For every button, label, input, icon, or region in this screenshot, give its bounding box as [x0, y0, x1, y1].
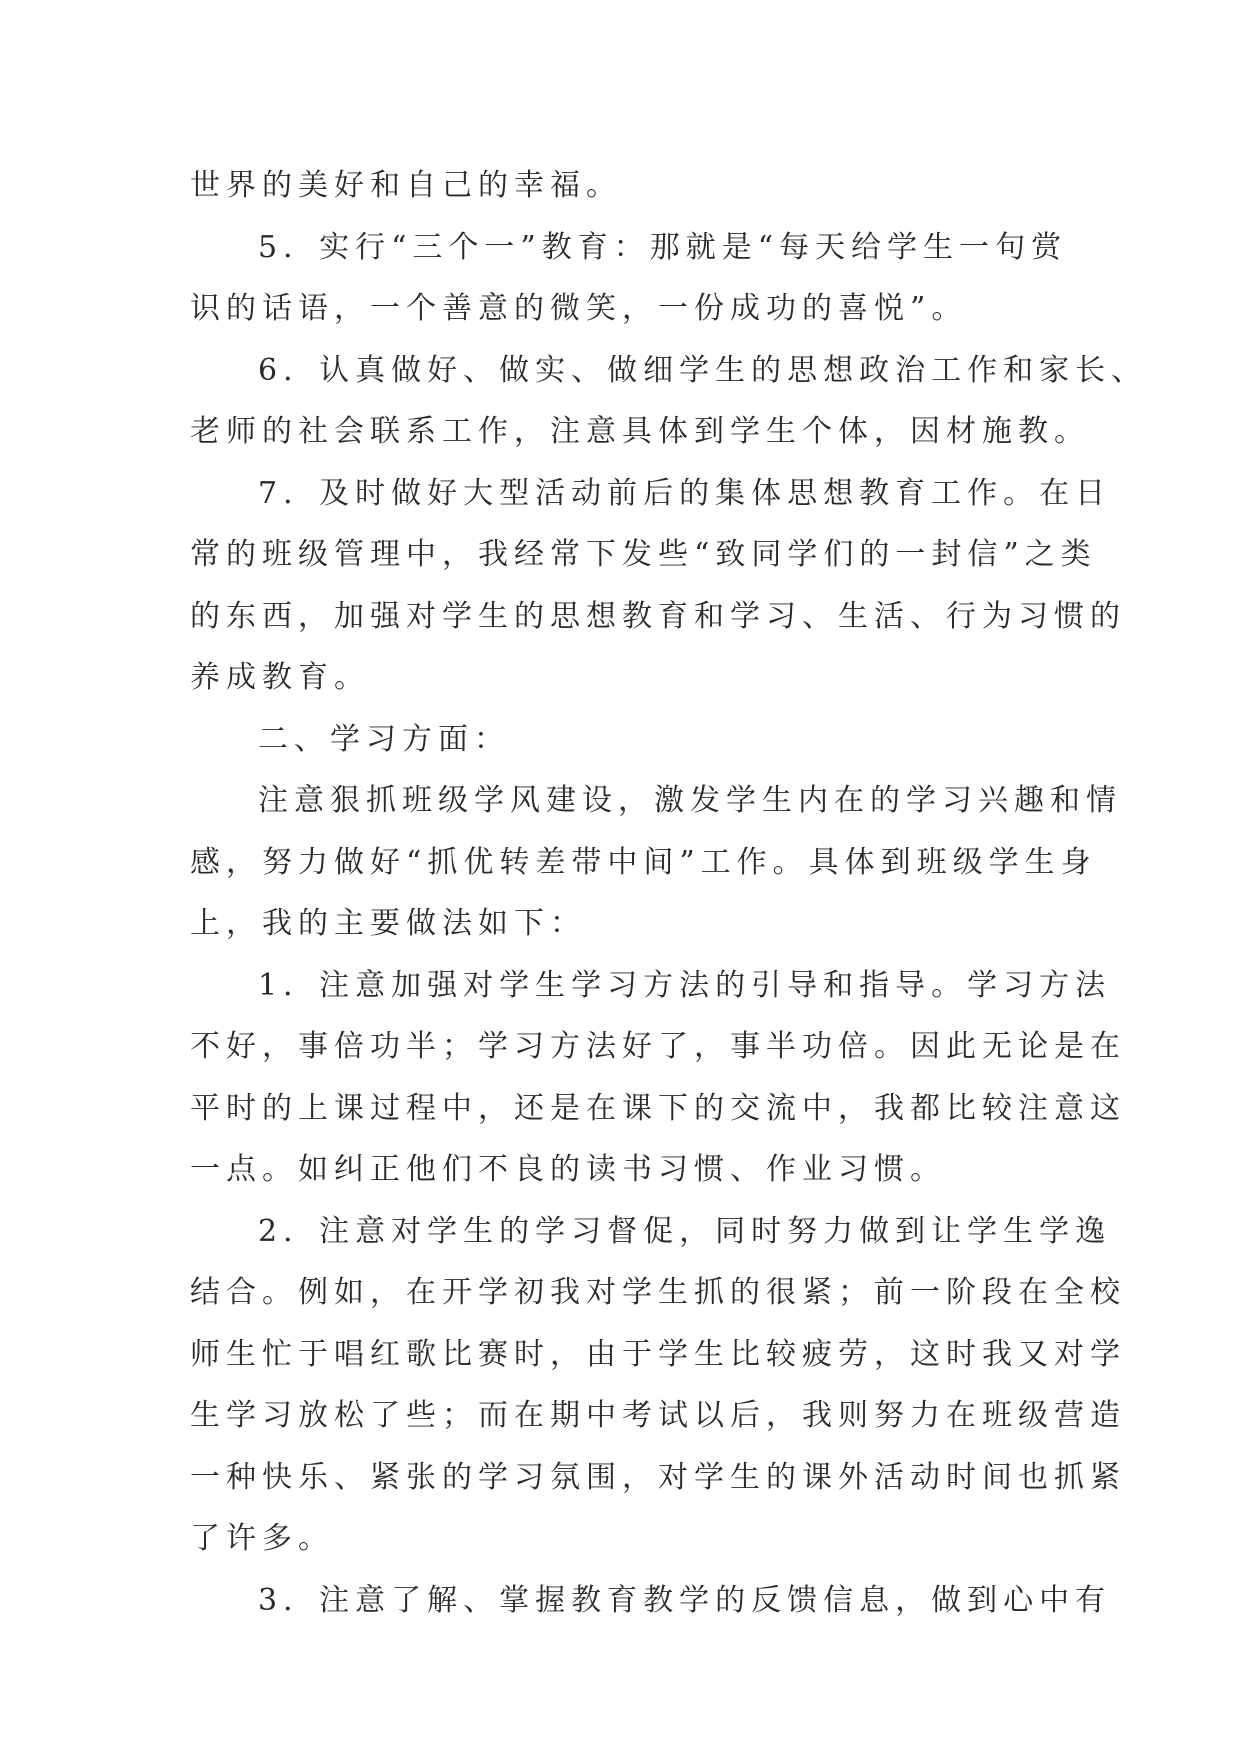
- text-line: 5．实行“三个一”教育：那就是“每天给学生一句赏: [258, 229, 1068, 265]
- text-line: 注意狠抓班级学风建设，激发学生内在的学习兴趣和情: [258, 783, 1122, 818]
- text-line: 世界的美好和自己的幸福。: [190, 168, 622, 203]
- text-line: 7．及时做好大型活动前后的集体思想教育工作。在日: [258, 475, 1112, 511]
- document-body: [190, 155, 1148, 1631]
- text-line: 师生忙于唱红歌比赛时，由于学生比较疲劳，这时我又对学: [190, 1336, 1126, 1372]
- text-line: 2．注意对学生的学习督促，同时努力做到让学生学逸: [258, 1213, 1112, 1249]
- text-line: 生学习放松了些；而在期中考试以后，我则努力在班级营造: [190, 1398, 1126, 1433]
- text-line: 感，努力做好“抓优转差带中间”工作。具体到班级学生身: [190, 844, 1097, 880]
- text-line: 结合。例如，在开学初我对学生抓的很紧；前一阶段在全校: [190, 1275, 1126, 1310]
- text-line: 老师的社会联系工作，注意具体到学生个体，因材施教。: [190, 414, 1090, 449]
- text-line: 6．认真做好、做实、做细学生的思想政治工作和家长、: [258, 352, 1148, 388]
- text-line: 上，我的主要做法如下：: [190, 906, 586, 941]
- text-line: 不好，事倍功半；学习方法好了，事半功倍。因此无论是在: [190, 1029, 1126, 1064]
- text-line: 了许多。: [190, 1521, 334, 1556]
- text-line: 一种快乐、紧张的学习氛围，对学生的课外活动时间也抓紧: [190, 1459, 1126, 1495]
- text-line: 的东西，加强对学生的思想教育和学习、生活、行为习惯的: [190, 598, 1126, 634]
- text-line: 一点。如纠正他们不良的读书习惯、作业习惯。: [190, 1152, 946, 1187]
- text-line: 养成教育。: [190, 660, 370, 695]
- text-line: 3．注意了解、掌握教育教学的反馈信息，做到心中有: [258, 1582, 1112, 1618]
- section-heading: 二、学习方面：: [258, 721, 510, 757]
- text-line: 平时的上课过程中，还是在课下的交流中，我都比较注意这: [190, 1090, 1126, 1126]
- text-line: 1．注意加强对学生学习方法的引导和指导。学习方法: [258, 967, 1112, 1003]
- text-line: 常的班级管理中，我经常下发些“致同学们的一封信”之类: [190, 537, 1097, 572]
- text-line: 识的话语，一个善意的微笑，一份成功的喜悦”。: [190, 291, 968, 326]
